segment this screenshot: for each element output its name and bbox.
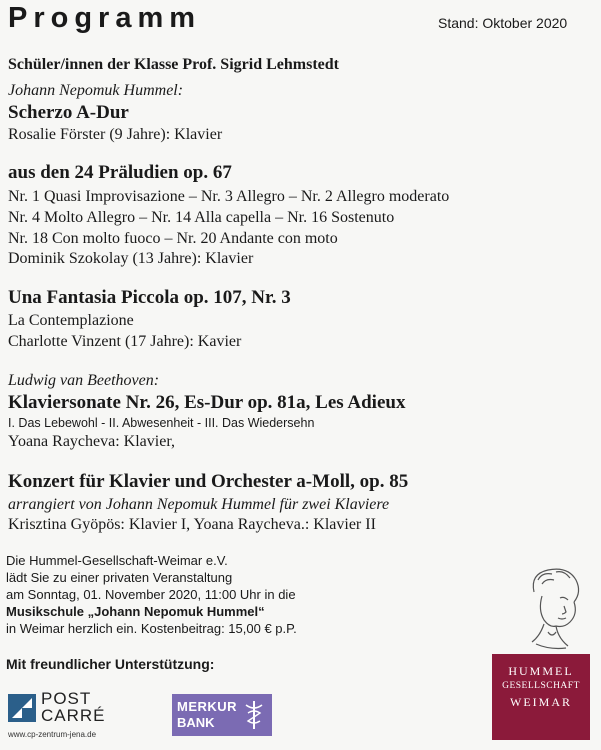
composer-hummel: Johann Nepomuk Hummel: xyxy=(8,82,184,99)
postcarre-name-line: POST xyxy=(41,689,92,708)
performer-concerto: Krisztina Gyöpös: Klavier I, Yoana Raycheva.: Klavier II xyxy=(8,516,376,533)
work-concerto: Konzert für Klavier und Orchester a-Moll, op. 85 xyxy=(8,471,409,492)
postcarre-name-line: CARRÉ xyxy=(41,706,106,725)
work-scherzo: Scherzo A-Dur xyxy=(8,102,129,123)
preludes-line-3: Nr. 18 Con molto fuoco – Nr. 20 Andante con moto xyxy=(8,230,338,247)
performer-sonata: Yoana Raycheva: Klavier, xyxy=(8,433,176,450)
class-heading: Schüler/innen der Klasse Prof. Sigrid Lehmstedt xyxy=(8,56,339,73)
merkur-bank-logo xyxy=(172,694,272,736)
hummel-portrait-icon xyxy=(512,562,592,654)
preludes-line-1: Nr. 1 Quasi Improvisazione – Nr. 3 Allegro – Nr. 2 Allegro moderato xyxy=(8,188,450,205)
hummel-logo-line: WEIMAR xyxy=(510,695,572,709)
hummel-logo-line: HUMMEL xyxy=(508,664,574,678)
merkur-bank-word: BANK xyxy=(177,715,215,730)
work-preludes: aus den 24 Präludien op. 67 xyxy=(8,162,232,183)
postcarre-url: www.cp-zentrum-jena.de xyxy=(8,730,97,739)
preludes-line-2: Nr. 4 Molto Allegro – Nr. 14 Alla capella – Nr. 16 Sostenuto xyxy=(8,209,395,226)
hummel-gesellschaft-logo xyxy=(492,654,590,740)
concerto-arrangement: arrangiert von Johann Nepomuk Hummel für zwei Klaviere xyxy=(8,496,390,513)
postcarre-name xyxy=(41,690,106,724)
merkur-name: MERKUR xyxy=(177,699,238,714)
sonata-movements: I. Das Lebewohl - II. Abwesenheit - III. Das Wiedersehn xyxy=(8,416,315,430)
performer-preludes: Dominik Szokolay (13 Jahre): Klavier xyxy=(8,250,254,267)
invitation-line: am Sonntag, 01. November 2020, 11:00 Uhr in die xyxy=(6,587,296,602)
performer-scherzo: Rosalie Förster (9 Jahre): Klavier xyxy=(8,126,223,143)
composer-beethoven: Ludwig van Beethoven: xyxy=(8,372,160,389)
date-stamp: Stand: Oktober 2020 xyxy=(438,15,568,31)
invitation-block xyxy=(6,552,297,637)
invitation-line: Die Hummel-Gesellschaft-Weimar e.V. xyxy=(6,553,228,568)
work-fantasia: Una Fantasia Piccola op. 107, Nr. 3 xyxy=(8,287,291,308)
hummel-logo-line: GESELLSCHAFT xyxy=(502,681,580,691)
invitation-venue: Musikschule „Johann Nepomuk Hummel“ xyxy=(6,604,265,619)
postcarre-logo xyxy=(8,690,118,742)
fantasia-subtitle: La Contemplazione xyxy=(8,312,134,329)
caduceus-icon xyxy=(243,699,265,731)
postcarre-mark-icon xyxy=(8,694,36,722)
support-heading: Mit freundlicher Unterstützung: xyxy=(6,656,215,672)
invitation-line: lädt Sie zu einer privaten Veranstaltung xyxy=(6,570,233,585)
performer-fantasia: Charlotte Vinzent (17 Jahre): Kavier xyxy=(8,333,242,350)
work-sonata: Klaviersonate Nr. 26, Es-Dur op. 81a, Les Adieux xyxy=(8,392,406,413)
invitation-line: in Weimar herzlich ein. Kostenbeitrag: 15,00 € p.P. xyxy=(6,621,297,636)
page-title: Programm xyxy=(8,2,202,34)
